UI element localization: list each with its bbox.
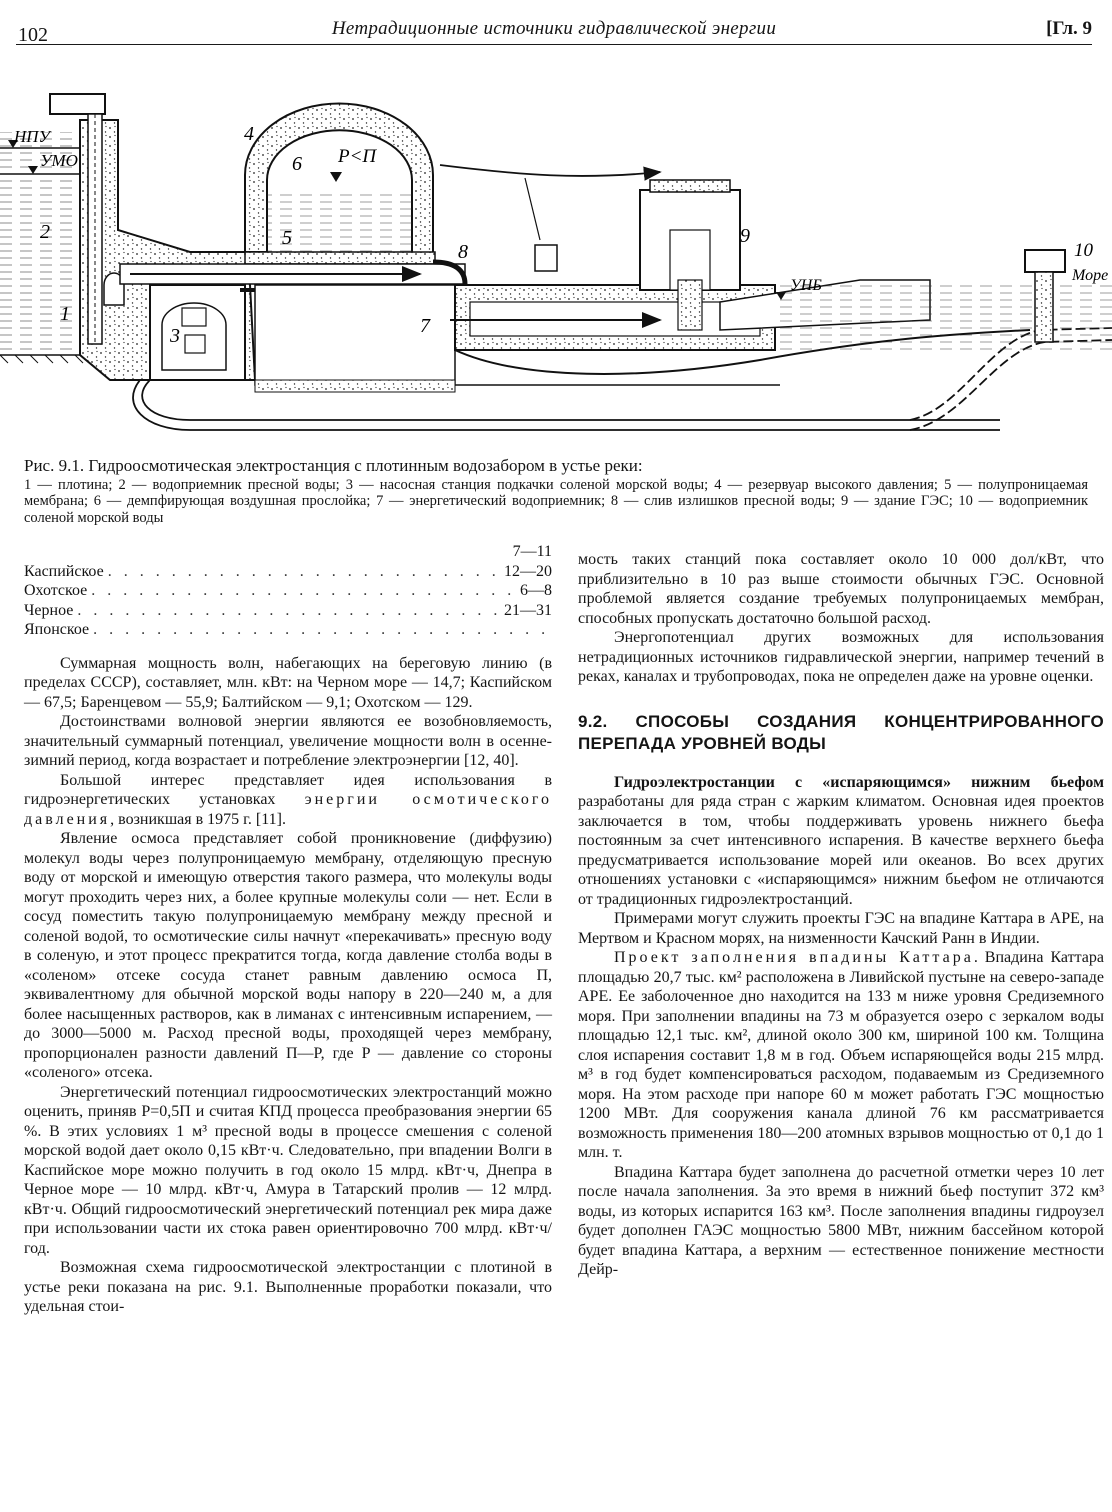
callout-4: 4 [244,123,254,145]
header-rule [16,44,1092,45]
paragraph: Суммарная мощность волн, набегающих на береговую линию (в пределах СССР), составляет, млн. кВт: на Черном море — 14,7; Каспийском — 67,5; Баренцевом — 55,9; Балтийском — 9,1; Охотском — 129. [24,654,552,711]
figure-caption [24,458,1088,526]
paragraph: Энергетический потенциал гидроосмотических электростанций можно оценить, приняв P=0,5П и считая КПД процесса преобразования энергии 65 %. В этих условиях 1 м³ пресной воды в процессе смешения с соленой морской водой дает около 0,15 кВт·ч. Следовательно, при впадении Волги в Каспийское море можно получить в год около 15 млрд. кВт·ч, Днепра в Черное море — 10 млрд. кВт·ч, Амура в Татарский пролив — 12 млрд. кВт·ч. Общий гидроосмотический энергетический потенциал рек мира даже при использовании части их стока равен ориентировочно 700 млрд. кВт·ч/год. [24,1083,552,1257]
sea-table [24,542,552,640]
paragraph: Возможная схема гидроосмотической электростанции с плотиной в устье реки показана на рис. 9.1. Выполненные проработки показали, что удельная стои- [24,1259,552,1315]
label-sea: Море [1072,267,1109,284]
label-unb: УНБ [790,277,822,294]
hydro-osmotic-plant-diagram [0,80,1112,460]
callout-1: 1 [60,303,70,325]
table-row [24,620,552,640]
callout-2: 2 [40,221,50,243]
paragraph: Достоинствами волновой энергии являются ее возобновляемость, значительный суммарный потенциал, увеличение мощности волн в осенне-зимний период, когда возрастает и потребление электроэнергии [12, 40]. [24,713,552,769]
table-row [24,601,552,621]
callout-7: 7 [420,315,430,337]
callout-3: 3 [170,325,180,347]
label-npu: НПУ [14,127,50,146]
page-number: 102 [18,24,48,46]
caption-body: 1 — плотина; 2 — водоприемник пресной воды; 3 — насосная станция подкачки соленой морской воды; 4 — резервуар высокого давления; 5 — полупроницаемая мембрана; 6 — демпфирующая воздушная прослойка; 7 — энергетический водоприемник; 8 — слив излишков пресной воды; 9 — здание ГЭС; 10 — водоприемник соленой морской воды [24,476,1088,526]
chapter-marker: [Гл. 9 [1046,18,1092,39]
paragraph: Энергопотенциал других возможных для использования нетрадиционных источников гидравлической энергии, например течений в реках, каналах и трубопроводах, пока не определен даже на уровне оценки. [578,629,1104,685]
left-column [24,542,552,1317]
bold-term: Гидроэлектростанции с «испаряющимся» нижним бьефом [614,773,1104,791]
section-title: 9.2. СПОСОБЫ СОЗДАНИЯ КОНЦЕНТРИРОВАННОГО ПЕРЕПАДА УРОВНЕЙ ВОДЫ [578,711,1104,753]
paragraph: Проект заполнения впадины Каттара. Впадина Каттара площадью 20,7 тыс. км² расположена в Ливийской пустыне на северо-западе АРЕ. Ее заболоченное дно находится на 133 м ниже уровня Средиземного моря. При заполнении впадины на 73 м образуется озеро с зеркалом воды площадью 12,1 тыс. км², длиной около 300 км, шириной 100 км. Толщина слоя испарения составит 1,8 м в год. Объем испаряющейся воды 215 млрд. м³ в год будет компенсироваться расходом, подаваемым из Средиземного моря. На этом расходе при напоре 60 м может работать ГЭС мощностью 1200 МВт. Для сооружения канала длиной 76 км рассматривается возможность применения 180—200 атомных взрывов мощностью от 0,1 до 1 млн. т. [578,949,1105,1161]
page-header [16,14,1092,48]
running-title: Нетрадиционные источники гидравлической энергии [331,18,777,39]
sea-name: Каспийское [24,562,104,580]
callout-10: 10 [1074,240,1093,261]
paragraph: Большой интерес представляет идея использования в гидроэнергетических установках энергии осмотического давления, возникшая в 1975 г. [11]. [24,771,553,828]
paragraph: мость таких станций пока составляет около 10 000 дол/кВт, что приблизительно в 10 раз выше стоимости обычных ГЭС. Основной проблемой является создание требуемых полупроницаемых мембран, способных пропускать достаточно большой расход. [578,551,1104,627]
label-pressure: P<П [338,146,377,167]
caption-head: Рис. 9.1. Гидроосмотическая электростанция с плотинным водозабором в устье реки: [24,456,643,475]
table-row [24,562,552,582]
paragraph: Явление осмоса представляет собой проникновение (диффузию) молекул воды через полупроницаемую мембрану, отделяющую пресную воду от морской и имеющую отверстия такого размера, что молекулы воды могут проходить через них, а более крупные молекулы соли — нет. Если в сосуд поместить такую полупроницаемую мембрану между пресной и соленой водой, то осмотические силы начнут «перекачивать» пресную воду в соленую, и этот процесс прекратится тогда, когда давление столба воды в «соленом» отсеке сосуда станет равным давлению осмоса П, эквивалентному для обычной морской воды напору в 220—240 м, а для более насыщенных растворов, как в лиманах с интенсивным испарением, — до 3000—5000 м. Расход пресной воды, проходящей через мембрану, пропорционален разности давлений П—P, где P — давление со стороны «соленого» отсека. [24,830,552,1081]
table-row [24,581,552,601]
table-first-value: 7—11 [512,543,552,560]
paragraph: Впадина Каттара будет заполнена до расчетной отметки через 10 лет после начала заполнения. За это время в нижний бьеф поступит 372 км³ воды, из которых испарится 163 км³. После заполнения впадины гидроузел будет дополнен ГАЭС мощностью 5800 МВт, нижним бассейном которой будет впадина Каттара, а верхним — естественное понижение местности Дейр- [578,1163,1104,1278]
paragraph: Гидроэлектростанции с «испаряющимся» нижним бьефом разработаны для ряда стран с жарким климатом. Основная идея проектов заключается в том, чтобы поддерживать уровень нижнего бьефа постоянным за счет интенсивного испарения. В качестве верхнего бьефа предусматривается использование морей или океанов. Во всех других отношениях установки с «испаряющимся» нижним бьефом не отличаются от традиционных гидроэлектростанций. [578,773,1104,908]
sea-name: Японское [24,621,90,638]
sea-name: Черное [24,601,74,619]
sea-value: 21—31 [504,601,552,619]
paragraph: Примерами могут служить проекты ГЭС на впадине Каттара в АРЕ, на Мертвом и Красном морях, на низменности Качский Ранн в Индии. [578,910,1104,947]
spaced-term: Проект заполнения впадины Каттара [614,949,974,966]
callout-9: 9 [740,225,750,247]
sea-name: Охотское [24,582,88,599]
label-umo: УМО [40,151,78,170]
figure-9-1 [0,80,1112,460]
sea-value: 12—20 [504,562,552,580]
right-column [578,550,1104,1280]
callout-5: 5 [282,227,292,249]
callout-8: 8 [458,241,468,263]
sea-value: 6—8 [520,582,552,599]
callout-6: 6 [292,153,302,175]
spaced-term: энергии осмотического давления [24,791,553,828]
